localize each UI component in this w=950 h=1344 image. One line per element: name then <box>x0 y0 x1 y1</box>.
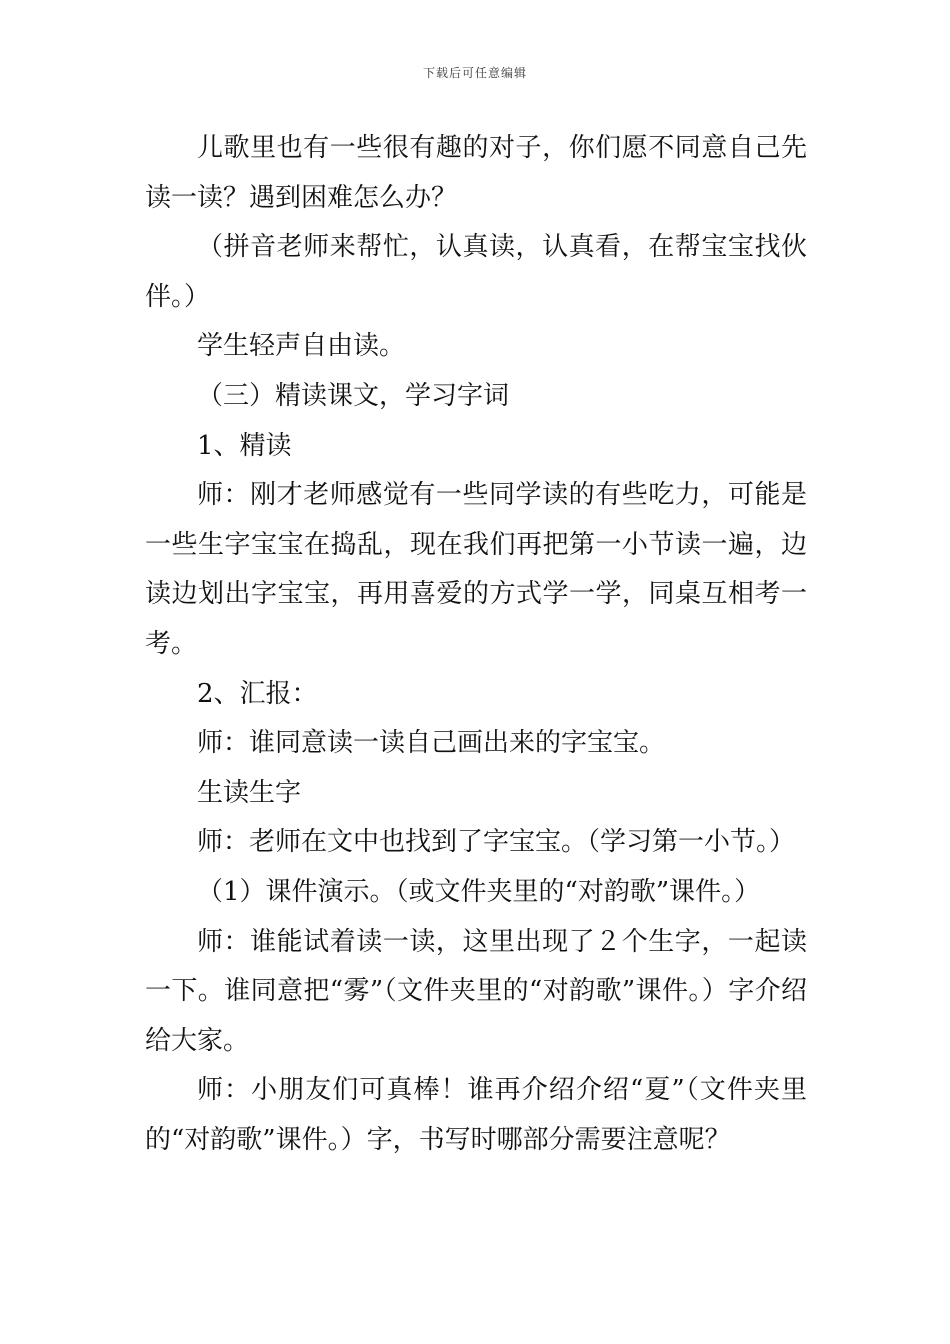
paragraph: 师：谁能试着读一读，这里出现了２个生字，一起读一下。谁同意把“雾”（文件夹里的“对韵歌”课件。）字介绍给大家。 <box>145 926 807 1056</box>
paragraph: 儿歌里也有一些很有趣的对子，你们愿不同意自己先读一读？遇到困难怎么办？ <box>145 133 807 213</box>
paragraph: 师：谁同意读一读自己画出来的字宝宝。 <box>197 728 666 759</box>
paragraph: 生读生字 <box>197 777 302 808</box>
paragraph: 师：刚才老师感觉有一些同学读的有些吃力，可能是一些生字宝宝在捣乱，现在我们再把第一小节读一遍，边读边划出字宝宝，再用喜爱的方式学一学，同桌互相考一考。 <box>145 480 807 659</box>
section-heading: （三）精读课文，学习字词 <box>197 380 510 411</box>
paragraph: 师：小朋友们可真棒！谁再介绍介绍“夏”（文件夹里的“对韵歌”课件。）字，书写时哪部分需要注意呢？ <box>145 1075 807 1155</box>
document-body <box>145 124 807 1165</box>
subsection-heading: 1、精读 <box>197 430 292 461</box>
page-header: 下载后可任意编辑 <box>422 66 527 80</box>
paragraph: （1）课件演示。（或文件夹里的“对韵歌”课件。） <box>197 876 761 907</box>
subsection-heading: 2、汇报： <box>197 678 318 709</box>
paragraph: （拼音老师来帮忙，认真读，认真看，在帮宝宝找伙伴。） <box>145 232 807 312</box>
paragraph: 师：老师在文中也找到了字宝宝。（学习第一小节。） <box>197 827 796 858</box>
paragraph: 学生轻声自由读。 <box>197 331 406 362</box>
